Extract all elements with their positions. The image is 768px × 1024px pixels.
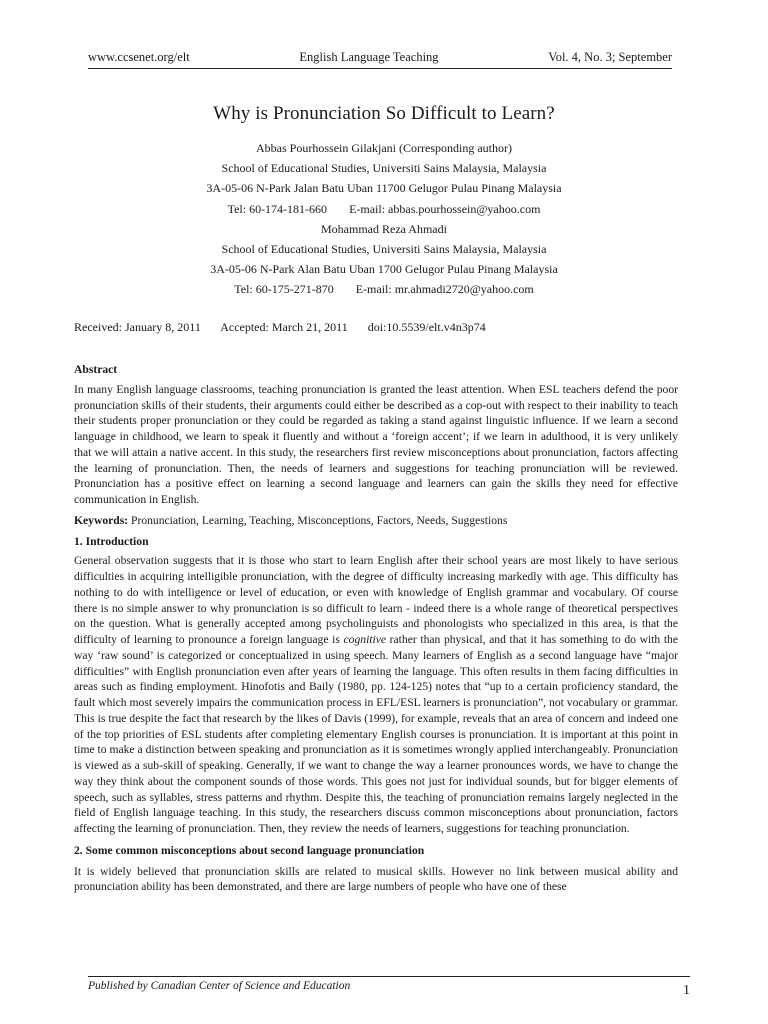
section-2-heading: 2. Some common misconceptions about second language pronunciation [74, 843, 425, 857]
paper-body [74, 362, 678, 895]
publication-dates [74, 320, 503, 335]
author-2-affiliation: School of Educational Studies, Universiti Sains Malaysia, Malaysia [221, 242, 547, 257]
doi: doi:10.5539/elt.v4n3p74 [367, 320, 486, 334]
journal-website: www.ccsenet.org/elt [88, 50, 190, 64]
page-number: 1 [683, 983, 690, 998]
author-2-contact [0, 279, 768, 299]
section-1-text: General observation suggests that it is those who start to learn English after their school years are most likely to have serious difficulties in acquiring intelligible pronunciation, with the degree of difficulty increasing markedly with age. This difficulty has nothing to do with intelligence or level of education, or even with knowledge of English grammar and vocabulary. Of course there is no simple answer to why pronunciation is so difficult to learn - indeed there is a whole range of theoretical perspectives on the question. What is generally accepted among psycholinguists and phonologists who specialized in this area, is that the difficulty of learning to pronounce a foreign language is cognitive rather than physical, and that it has something to do with the way ‘raw sound’ is categorized or conceptualized in using speech. Many learners of English as a second language have “major difficulties” with English pronunciation even after years of learning the language. This often results in them facing difficulties in areas such as finding employment. Hinofotis and Baily (1980, pp. 124-125) notes that “up to a certain proficiency standard, the fault which most severely impairs the communication process in EFL/ESL learners is pronunciation”, not vocabulary or grammar. This is true despite the fact that research by the likes of Davis (1999), for example, reveals that an area of concern and indeed one of the top priorities of ESL students after completing elementary English courses is pronunciation. It is important at this point in time to make a distinction between speaking and pronunciation as it is sometimes wrongly applied interchangeably. Pronunciation is viewed as a sub-skill of speaking. Generally, if we want to change the way a learner pronounces words, we have to change the way they think about the component sounds of those words. This goes not just for individual sounds, but for bigger elements of speech, such as syllables, stress patterns and rhythm. Despite this, the teaching of pronunciation remains largely neglected in the field of English language teaching. In this study, the researchers discuss common misconceptions about pronunciation, factors affecting the learning of pronunciation. Then, they review the needs of learners, suggestions for teaching pronunciation. [74, 554, 678, 835]
author-1-contact [0, 199, 768, 219]
author-1-affiliation: School of Educational Studies, Universiti Sains Malaysia, Malaysia [221, 161, 547, 176]
keywords-label: Keywords: [74, 513, 129, 527]
author-2-email: E-mail: mr.ahmadi2720@yahoo.com [355, 282, 534, 297]
journal-volume: Vol. 4, No. 3; September [548, 50, 672, 64]
keywords-list: Pronunciation, Learning, Teaching, Misconceptions, Factors, Needs, Suggestions [128, 513, 508, 527]
author-1-email: E-mail: abbas.pourhossein@yahoo.com [349, 201, 541, 216]
section-2-text: It is widely believed that pronunciation skills are related to musical skills. However no link between musical ability and pronunciation ability has been demonstrated, and there are large numbers of people who have one of these [74, 864, 678, 894]
author-2-address: 3A-05-06 N-Park Alan Batu Uban 1700 Gelugor Pulau Pinang Malaysia [210, 262, 558, 277]
section-1-heading: 1. Introduction [74, 534, 149, 548]
keywords [74, 513, 678, 529]
author-2-tel: Tel: 60-175-271-870 [234, 282, 334, 297]
author-2-name: Mohammad Reza Ahmadi [321, 221, 447, 236]
abstract-heading: Abstract [74, 363, 118, 376]
author-block [0, 138, 768, 300]
author-1-tel: Tel: 60-174-181-660 [227, 201, 328, 216]
abstract-text: In many English language classrooms, teaching pronunciation is granted the least attention. When ESL teachers defend the poor pronunciation skills of their students, their arguments could either be described as a cop-out with respect to their inability to teach their students proper pronunciation or they could be regarded as taking a stand against linguistic influence. If we learn a second language in childhood, we learn to speak it fluently and without a ‘foreign accent’; if we learn in adulthood, it is very unlikely that we will attain a native accent. In this study, the researchers first review misconceptions about pronunciation, factors affecting the learning of pronunciation. Then, the needs of learners and suggestions for teaching pronunciation will be reviewed. Pronunciation has a positive effect on learning a second language and learners can gain the skills they need for effective communication in English. [74, 382, 678, 506]
page-footer [88, 976, 690, 999]
author-1-name: Abbas Pourhossein Gilakjani (Corresponding author) [256, 141, 512, 155]
paper-title: Why is Pronunciation So Difficult to Learn? [213, 103, 555, 124]
author-1-address: 3A-05-06 N-Park Jalan Batu Uban 11700 Gelugor Pulau Pinang Malaysia [206, 181, 562, 196]
accepted-date: Accepted: March 21, 2011 [220, 320, 348, 334]
running-header [88, 50, 672, 69]
publisher-line: Published by Canadian Center of Science and Education [88, 980, 351, 992]
received-date: Received: January 8, 2011 [74, 320, 201, 334]
emphasis-cognitive: cognitive [343, 633, 387, 646]
journal-name: English Language Teaching [299, 50, 439, 64]
